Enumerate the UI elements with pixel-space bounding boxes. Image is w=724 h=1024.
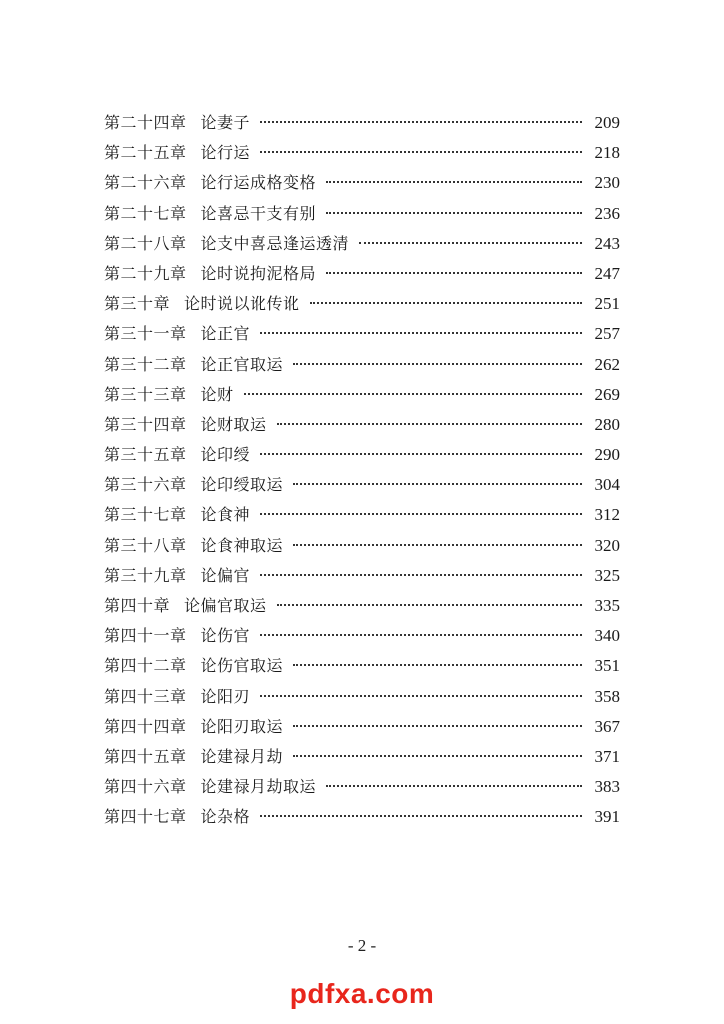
chapter-number: 第三十九章 [104, 565, 187, 585]
chapter-page-number: 209 [594, 113, 620, 132]
chapter-page-number: 335 [594, 596, 620, 615]
dot-leader [310, 302, 582, 304]
chapter-number: 第四十六章 [104, 777, 187, 797]
chapter-title: 论喜忌干支有别 [200, 203, 317, 223]
dot-leader [260, 121, 582, 123]
dot-leader [326, 785, 582, 787]
toc-entry[interactable] [104, 289, 620, 319]
chapter-page-number: 280 [594, 414, 620, 434]
chapter-number: 第三十六章 [104, 475, 187, 495]
chapter-number: 第二十八章 [104, 233, 187, 253]
dot-leader [359, 242, 582, 244]
chapter-number: 第三十三章 [104, 384, 187, 404]
chapter-page-number: 351 [594, 656, 620, 676]
chapter-number: 第四十一章 [104, 626, 187, 646]
chapter-page-number: 251 [594, 294, 620, 314]
chapter-title: 论行运成格变格 [200, 173, 317, 193]
page-number-footer: - 2 - [347, 936, 377, 955]
chapter-title: 论支中喜忌逢运透清 [200, 233, 350, 253]
chapter-title: 论时说拘泥格局 [200, 263, 317, 283]
chapter-title: 论妻子 [200, 113, 251, 132]
chapter-number: 第四十章 [104, 596, 171, 615]
dot-leader [293, 725, 582, 727]
table-of-contents [104, 108, 620, 833]
chapter-number: 第三十章 [104, 294, 171, 314]
toc-entry[interactable] [104, 440, 620, 470]
dot-leader [326, 272, 582, 274]
chapter-page-number: 247 [594, 263, 620, 283]
toc-entry[interactable] [104, 168, 620, 198]
toc-entry[interactable] [104, 380, 620, 410]
chapter-page-number: 230 [594, 173, 620, 193]
dot-leader [244, 393, 582, 395]
chapter-title: 论财 [200, 384, 234, 404]
chapter-number: 第三十五章 [104, 445, 187, 465]
chapter-title: 论正官取运 [200, 354, 284, 374]
toc-entry[interactable] [104, 802, 620, 832]
toc-entry[interactable] [104, 108, 620, 138]
chapter-number: 第三十七章 [104, 505, 187, 525]
dot-leader [326, 212, 582, 214]
chapter-title: 论印绶 [200, 445, 251, 465]
dot-leader [293, 664, 582, 666]
toc-entry[interactable] [104, 350, 620, 380]
chapter-number: 第三十四章 [104, 414, 187, 434]
dot-leader [293, 483, 582, 485]
chapter-page-number: 371 [594, 746, 620, 766]
chapter-page-number: 304 [594, 475, 620, 495]
toc-entry[interactable] [104, 531, 620, 561]
toc-entry[interactable] [104, 259, 620, 289]
dot-leader [260, 151, 582, 153]
toc-entry[interactable] [104, 138, 620, 168]
dot-leader [277, 423, 582, 425]
toc-entry[interactable] [104, 712, 620, 742]
dot-leader [260, 332, 582, 334]
chapter-page-number: 340 [594, 626, 620, 646]
dot-leader [326, 181, 582, 183]
toc-entry[interactable] [104, 319, 620, 349]
toc-entry[interactable] [104, 772, 620, 802]
dot-leader [293, 755, 582, 757]
dot-leader [293, 544, 582, 546]
chapter-page-number: 325 [594, 565, 620, 585]
chapter-number: 第二十四章 [104, 113, 187, 132]
chapter-page-number: 358 [594, 686, 620, 706]
dot-leader [260, 513, 582, 515]
chapter-page-number: 257 [594, 324, 620, 344]
dot-leader [260, 815, 582, 817]
chapter-title: 论阳刃 [200, 686, 251, 706]
watermark-text: pdfxa.com [289, 978, 435, 1009]
chapter-number: 第三十八章 [104, 535, 187, 555]
toc-entry[interactable] [104, 561, 620, 591]
chapter-number: 第三十一章 [104, 324, 187, 344]
chapter-number: 第四十二章 [104, 656, 187, 676]
chapter-page-number: 312 [594, 505, 620, 525]
chapter-title: 论行运 [200, 143, 251, 163]
toc-entry[interactable] [104, 410, 620, 440]
chapter-title: 论伤官取运 [200, 656, 284, 676]
chapter-title: 论建禄月劫 [200, 746, 284, 766]
chapter-title: 论食神 [200, 505, 251, 525]
chapter-title: 论偏官 [200, 565, 251, 585]
chapter-page-number: 383 [594, 777, 620, 797]
toc-entry[interactable] [104, 621, 620, 651]
chapter-title: 论阳刃取运 [200, 716, 284, 736]
chapter-number: 第二十七章 [104, 203, 187, 223]
dot-leader [293, 363, 582, 365]
chapter-number: 第四十三章 [104, 686, 187, 706]
chapter-page-number: 218 [594, 143, 620, 163]
chapter-title: 论时说以讹传讹 [184, 294, 300, 314]
chapter-page-number: 391 [594, 807, 620, 827]
toc-entry[interactable] [104, 651, 620, 681]
dot-leader [260, 695, 582, 697]
chapter-number: 第二十九章 [104, 263, 187, 283]
chapter-title: 论财取运 [200, 414, 267, 434]
toc-entry[interactable] [104, 229, 620, 259]
dot-leader [260, 634, 582, 636]
dot-leader [277, 604, 582, 606]
toc-entry[interactable] [104, 591, 620, 621]
chapter-page-number: 243 [594, 233, 620, 253]
chapter-number: 第四十五章 [104, 746, 187, 766]
toc-entry[interactable] [104, 742, 620, 772]
chapter-title: 论建禄月劫取运 [200, 777, 317, 797]
chapter-number: 第四十七章 [104, 807, 187, 827]
chapter-page-number: 320 [594, 535, 620, 555]
chapter-number: 第二十六章 [104, 173, 187, 193]
toc-entry[interactable] [104, 199, 620, 229]
chapter-page-number: 367 [594, 716, 620, 736]
dot-leader [260, 453, 582, 455]
dot-leader [260, 574, 582, 576]
chapter-title: 论偏官取运 [184, 596, 267, 615]
chapter-title: 论杂格 [200, 807, 251, 827]
chapter-title: 论食神取运 [200, 535, 284, 555]
toc-entry[interactable] [104, 682, 620, 712]
chapter-title: 论正官 [200, 324, 251, 344]
chapter-number: 第二十五章 [104, 143, 187, 163]
toc-entry[interactable] [104, 470, 620, 500]
chapter-page-number: 262 [594, 354, 620, 374]
chapter-number: 第三十二章 [104, 354, 187, 374]
chapter-page-number: 236 [594, 203, 620, 223]
chapter-page-number: 269 [594, 384, 620, 404]
chapter-title: 论印绶取运 [200, 475, 284, 495]
chapter-title: 论伤官 [200, 626, 251, 646]
chapter-number: 第四十四章 [104, 716, 187, 736]
chapter-page-number: 290 [594, 445, 620, 465]
toc-entry[interactable] [104, 500, 620, 530]
